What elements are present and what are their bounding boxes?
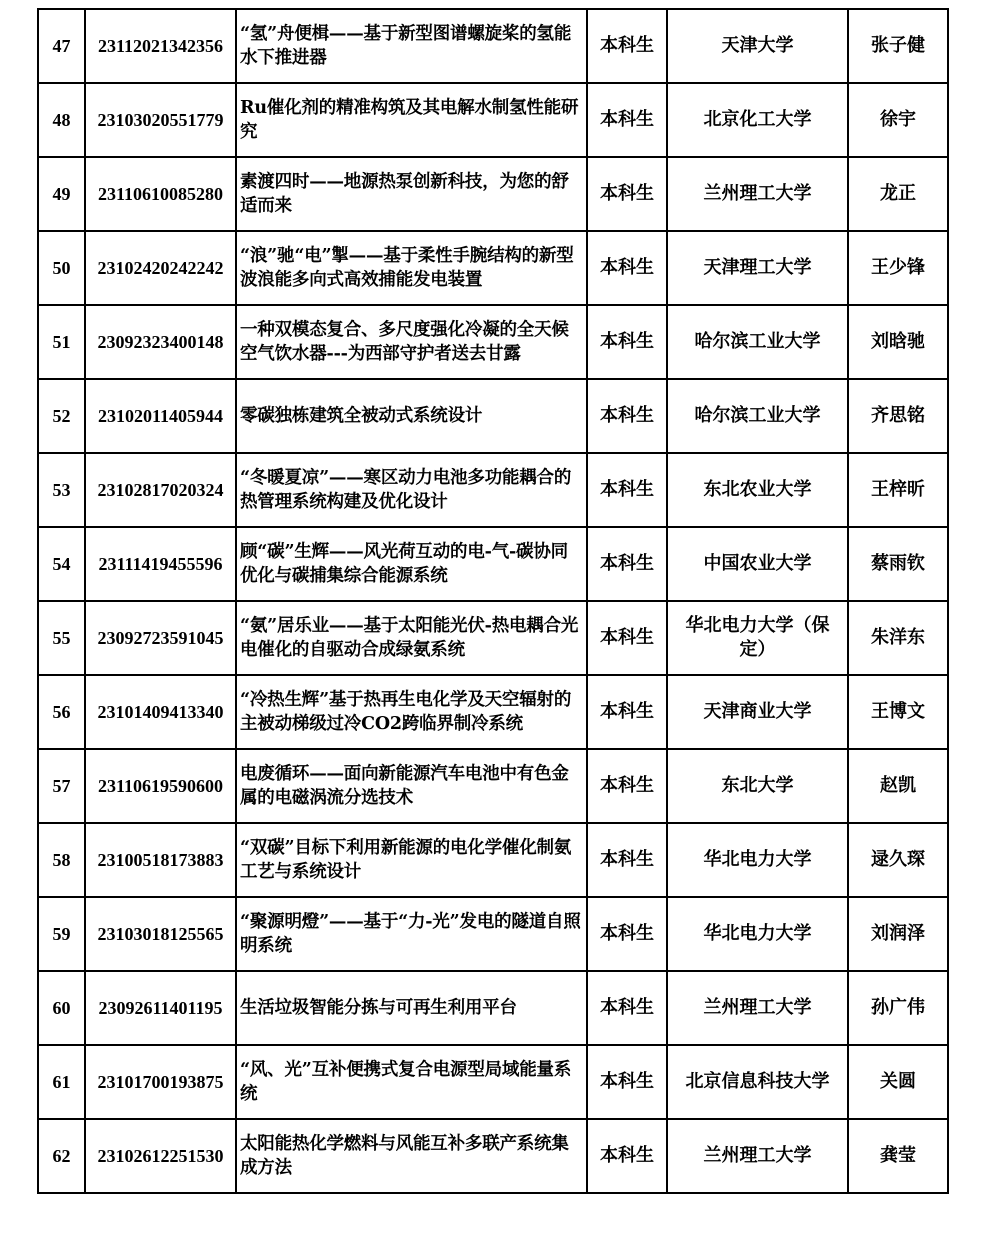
project-id: 23101409413340: [85, 675, 236, 749]
table-row: [38, 823, 948, 897]
project-title: Ru催化剂的精准构筑及其电解水制氢性能研究: [236, 83, 587, 157]
leader-name: 王博文: [848, 675, 948, 749]
table-row: [38, 749, 948, 823]
project-title: “风、光”互补便携式复合电源型局域能量系统: [236, 1045, 587, 1119]
table-row: [38, 1045, 948, 1119]
leader-name: 关圆: [848, 1045, 948, 1119]
school-name: 华北电力大学: [667, 897, 848, 971]
student-type: 本科生: [587, 305, 667, 379]
project-title: “浪”驰“电”掣——基于柔性手腕结构的新型波浪能多向式高效捕能发电装置: [236, 231, 587, 305]
project-id: 23102011405944: [85, 379, 236, 453]
student-type: 本科生: [587, 897, 667, 971]
school-name: 哈尔滨工业大学: [667, 379, 848, 453]
table-row: [38, 897, 948, 971]
project-id: 23110619590600: [85, 749, 236, 823]
project-id: 23103020551779: [85, 83, 236, 157]
project-title: 顾“碳”生辉——风光荷互动的电-气-碳协同优化与碳捕集综合能源系统: [236, 527, 587, 601]
leader-name: 孙广伟: [848, 971, 948, 1045]
student-type: 本科生: [587, 9, 667, 83]
table-row: [38, 527, 948, 601]
school-name: 兰州理工大学: [667, 157, 848, 231]
row-number: 54: [38, 527, 85, 601]
project-title: 零碳独栋建筑全被动式系统设计: [236, 379, 587, 453]
row-number: 62: [38, 1119, 85, 1193]
school-name: 兰州理工大学: [667, 1119, 848, 1193]
school-name: 兰州理工大学: [667, 971, 848, 1045]
project-title: 素渡四时——地源热泵创新科技，为您的舒适而来: [236, 157, 587, 231]
project-id: 23101700193875: [85, 1045, 236, 1119]
row-number: 49: [38, 157, 85, 231]
leader-name: 齐思铭: [848, 379, 948, 453]
row-number: 50: [38, 231, 85, 305]
project-id: 23092723591045: [85, 601, 236, 675]
project-title: 电废循环——面向新能源汽车电池中有色金属的电磁涡流分选技术: [236, 749, 587, 823]
row-number: 58: [38, 823, 85, 897]
project-id: 23111419455596: [85, 527, 236, 601]
student-type: 本科生: [587, 601, 667, 675]
project-id: 23102817020324: [85, 453, 236, 527]
student-type: 本科生: [587, 453, 667, 527]
project-id: 23102612251530: [85, 1119, 236, 1193]
row-number: 47: [38, 9, 85, 83]
student-type: 本科生: [587, 231, 667, 305]
table-row: [38, 305, 948, 379]
table-row: [38, 157, 948, 231]
row-number: 53: [38, 453, 85, 527]
table-row: [38, 971, 948, 1045]
project-title: “聚源明燈”——基于“力-光”发电的隧道自照明系统: [236, 897, 587, 971]
table-row: [38, 9, 948, 83]
row-number: 48: [38, 83, 85, 157]
table-row: [38, 1119, 948, 1193]
student-type: 本科生: [587, 379, 667, 453]
school-name: 北京化工大学: [667, 83, 848, 157]
student-type: 本科生: [587, 527, 667, 601]
project-id: 23092611401195: [85, 971, 236, 1045]
student-type: 本科生: [587, 675, 667, 749]
leader-name: 蔡雨钦: [848, 527, 948, 601]
row-number: 52: [38, 379, 85, 453]
project-title: “双碳”目标下利用新能源的电化学催化制氨工艺与系统设计: [236, 823, 587, 897]
row-number: 56: [38, 675, 85, 749]
row-number: 61: [38, 1045, 85, 1119]
student-type: 本科生: [587, 1045, 667, 1119]
school-name: 天津大学: [667, 9, 848, 83]
row-number: 60: [38, 971, 85, 1045]
leader-name: 王少锋: [848, 231, 948, 305]
school-name: 华北电力大学（保定）: [667, 601, 848, 675]
table-row: [38, 675, 948, 749]
row-number: 57: [38, 749, 85, 823]
project-title: 太阳能热化学燃料与风能互补多联产系统集成方法: [236, 1119, 587, 1193]
project-id: 23102420242242: [85, 231, 236, 305]
school-name: 哈尔滨工业大学: [667, 305, 848, 379]
leader-name: 王梓昕: [848, 453, 948, 527]
leader-name: 龙正: [848, 157, 948, 231]
project-id: 23103018125565: [85, 897, 236, 971]
leader-name: 刘晗驰: [848, 305, 948, 379]
project-table-body: [38, 9, 948, 1193]
project-title: “冬暖夏凉”——寒区动力电池多功能耦合的热管理系统构建及优化设计: [236, 453, 587, 527]
school-name: 华北电力大学: [667, 823, 848, 897]
table-row: [38, 453, 948, 527]
project-title: 一种双模态复合、多尺度强化冷凝的全天候空气饮水器---为西部守护者送去甘露: [236, 305, 587, 379]
row-number: 59: [38, 897, 85, 971]
leader-name: 张子健: [848, 9, 948, 83]
student-type: 本科生: [587, 157, 667, 231]
school-name: 天津理工大学: [667, 231, 848, 305]
table-row: [38, 379, 948, 453]
school-name: 东北农业大学: [667, 453, 848, 527]
project-id: 23110610085280: [85, 157, 236, 231]
leader-name: 朱洋东: [848, 601, 948, 675]
project-title: “冷热生辉”基于热再生电化学及天空辐射的主被动梯级过冷CO2跨临界制冷系统: [236, 675, 587, 749]
school-name: 北京信息科技大学: [667, 1045, 848, 1119]
student-type: 本科生: [587, 1119, 667, 1193]
school-name: 东北大学: [667, 749, 848, 823]
school-name: 中国农业大学: [667, 527, 848, 601]
table-row: [38, 231, 948, 305]
school-name: 天津商业大学: [667, 675, 848, 749]
leader-name: 徐宇: [848, 83, 948, 157]
leader-name: 刘润泽: [848, 897, 948, 971]
student-type: 本科生: [587, 83, 667, 157]
project-id: 23092323400148: [85, 305, 236, 379]
project-id: 23100518173883: [85, 823, 236, 897]
project-table: [37, 8, 949, 1194]
row-number: 55: [38, 601, 85, 675]
table-row: [38, 601, 948, 675]
project-title: “氢”舟便楫——基于新型图谱螺旋桨的氢能水下推进器: [236, 9, 587, 83]
leader-name: 逯久琛: [848, 823, 948, 897]
student-type: 本科生: [587, 971, 667, 1045]
project-title: “氨”居乐业——基于太阳能光伏-热电耦合光电催化的自驱动合成绿氨系统: [236, 601, 587, 675]
student-type: 本科生: [587, 749, 667, 823]
table-row: [38, 83, 948, 157]
leader-name: 赵凯: [848, 749, 948, 823]
row-number: 51: [38, 305, 85, 379]
project-id: 23112021342356: [85, 9, 236, 83]
leader-name: 龚莹: [848, 1119, 948, 1193]
project-title: 生活垃圾智能分拣与可再生利用平台: [236, 971, 587, 1045]
student-type: 本科生: [587, 823, 667, 897]
